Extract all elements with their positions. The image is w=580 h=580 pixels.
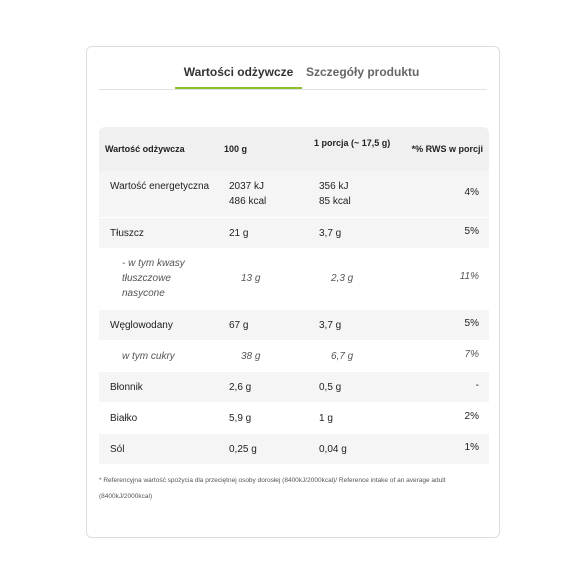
nutrition-table: [99, 127, 489, 465]
row-portion: 0,04 g: [319, 444, 347, 455]
row-rws: 1%: [464, 442, 479, 453]
row-label: Tłuszcz: [110, 228, 144, 239]
table-row: [99, 434, 489, 465]
nutrition-card: [86, 46, 500, 538]
row-rws: 7%: [464, 349, 479, 360]
row-rws: 11%: [459, 271, 479, 282]
table-row: [99, 341, 489, 372]
table-row: [99, 249, 489, 310]
row-label: Błonnik: [110, 382, 143, 393]
row-label: Sól: [110, 444, 125, 455]
row-rws: -: [475, 380, 479, 391]
table-row: [99, 372, 489, 403]
tab-nutrition-values[interactable]: Wartości odżywcze: [175, 65, 302, 89]
table-row: [99, 171, 489, 218]
row-rws: 5%: [464, 226, 479, 237]
row-portion: 3,7 g: [319, 228, 342, 239]
row-label: Wartość energetyczna: [110, 181, 210, 192]
row-rws: 4%: [464, 187, 479, 198]
row-portion: 2,3 g: [331, 273, 354, 284]
tab-product-details[interactable]: Szczegóły produktu: [306, 65, 420, 79]
table-header: [99, 127, 489, 171]
row-per100: 0,25 g: [229, 444, 257, 455]
row-per100: 21 g: [229, 228, 249, 239]
row-label: Białko: [110, 413, 138, 424]
row-portion: 0,5 g: [319, 382, 342, 393]
row-per100: 13 g: [241, 273, 261, 284]
row-label: w tym cukry: [122, 351, 175, 362]
table-row: [99, 310, 489, 341]
row-label: Węglowodany: [110, 320, 173, 331]
tab-bar: [99, 47, 487, 90]
row-rws: 5%: [464, 318, 479, 329]
header-per-100g: 100 g: [224, 144, 248, 154]
row-per100: 38 g: [241, 351, 261, 362]
header-rws: *% RWS w porcji: [411, 144, 483, 154]
header-portion: 1 porcja (~ 17,5 g): [314, 138, 391, 148]
table-row: [99, 218, 489, 249]
row-portion: 356 kJ 85 kcal: [319, 181, 351, 207]
header-nutrient: Wartość odżywcza: [105, 144, 185, 154]
footnote: * Referencyjna wartość spożycia dla przeciętnej osoby dorosłej (8400kJ/2000kcal)/ Reference intake of an average adult (8400kJ/2000kcal): [99, 477, 446, 500]
row-label: - w tym kwasy tłuszczowe nasycone: [122, 258, 185, 299]
row-per100: 2037 kJ 486 kcal: [229, 181, 267, 207]
table-row: [99, 403, 489, 434]
row-portion: 3,7 g: [319, 320, 342, 331]
row-per100: 2,6 g: [229, 382, 252, 393]
row-portion: 6,7 g: [331, 351, 354, 362]
row-per100: 5,9 g: [229, 413, 252, 424]
row-rws: 2%: [464, 411, 479, 422]
row-per100: 67 g: [229, 320, 249, 331]
row-portion: 1 g: [319, 413, 333, 424]
